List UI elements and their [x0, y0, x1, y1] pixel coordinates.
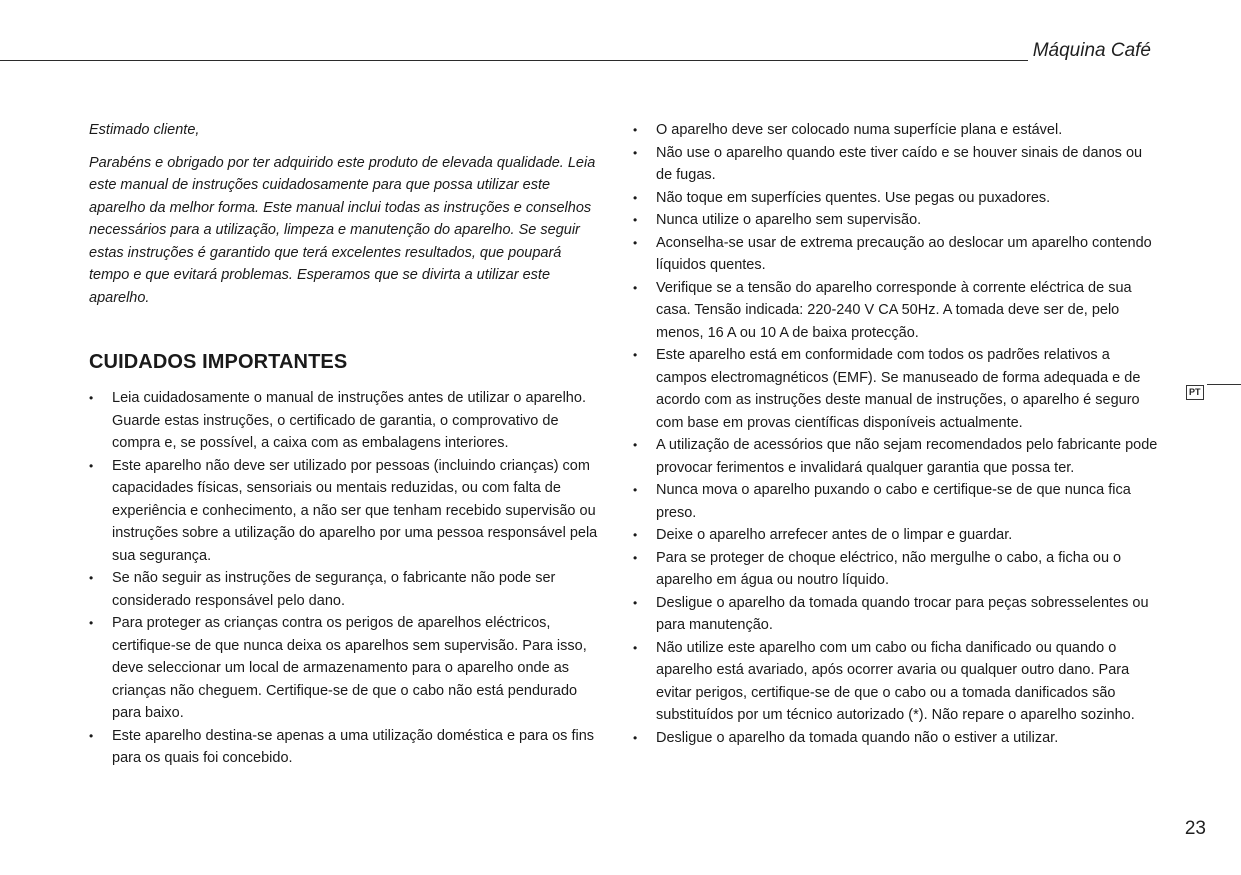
list-item: • A utilização de acessórios que não sejam recomendados pelo fabricante pode provocar ferimentos e invalidará qualquer garantia que possa ter. [633, 434, 1158, 479]
list-item: • O aparelho deve ser colocado numa superfície plana e estável. [633, 119, 1158, 142]
list-item: • Nunca utilize o aparelho sem supervisão. [633, 209, 1158, 232]
section-title: CUIDADOS IMPORTANTES [89, 351, 348, 373]
list-item: • Não toque em superfícies quentes. Use pegas ou puxadores. [633, 187, 1158, 210]
salutation: Estimado cliente, [89, 122, 200, 138]
right-column [633, 119, 1158, 749]
left-column [89, 119, 604, 770]
intro-paragraph: Parabéns e obrigado por ter adquirido este produto de elevada qualidade. Leia este manual de instruções cuidadosamente para que possa utilizar este aparelho da melhor forma. Este manual inclui todas as instruções e conselhos necessários para a utilização, limpeza e manutenção do aparelho. Se seguir estas instruções é garantido que terá excelentes resultados, que poupará tempo e que evitará problemas. Esperamos que se divirta a utilizar este aparelho. [89, 154, 596, 306]
list-item: • Nunca mova o aparelho puxando o cabo e certifique-se de que nunca fica preso. [633, 479, 1158, 524]
list-item: • Não use o aparelho quando este tiver caído e se houver sinais de danos ou de fugas. [633, 142, 1158, 187]
header-rule [0, 60, 1028, 61]
list-item: • Desligue o aparelho da tomada quando trocar para peças sobresselentes ou para manutenção. [633, 592, 1158, 637]
list-item: • Este aparelho não deve ser utilizado por pessoas (incluindo crianças) com capacidades físicas, sensoriais ou mentais reduzidas, ou com falta de experiência e conhecimento, a não ser que tenham recebido supervisão ou instruções sobre a utilização do aparelho por uma pessoa responsável pela sua segurança. [89, 455, 604, 568]
safety-list-left [89, 387, 604, 770]
list-item: • Este aparelho destina-se apenas a uma utilização doméstica e para os fins para os quais foi concebido. [89, 725, 604, 770]
list-item: • Se não seguir as instruções de segurança, o fabricante não pode ser considerado responsável pelo dano. [89, 567, 604, 612]
list-item: • Leia cuidadosamente o manual de instruções antes de utilizar o aparelho. Guarde estas instruções, o certificado de garantia, o comprovativo de compra e, se possível, a caixa com as embalagens interiores. [89, 387, 604, 455]
language-tab-rule [1207, 384, 1241, 385]
list-item: • Não utilize este aparelho com um cabo ou ficha danificado ou quando o aparelho está avariado, após ocorrer avaria ou qualquer outro dano. Para evitar perigos, certifique-se de que o cabo ou a tomada danificados são substituídos por um técnico autorizado (*). Não repare o aparelho sozinho. [633, 637, 1158, 727]
list-item: • Desligue o aparelho da tomada quando não o estiver a utilizar. [633, 727, 1158, 750]
document-title: Máquina Café [1032, 40, 1151, 61]
safety-list-right [633, 119, 1158, 749]
list-item: • Este aparelho está em conformidade com todos os padrões relativos a campos electromagnéticos (EMF). Se manuseado de forma adequada e de acordo com as instruções deste manual de instruções, o aparelho é seguro com base em provas científicas disponíveis actualmente. [633, 344, 1158, 434]
list-item: • Verifique se a tensão do aparelho corresponde à corrente eléctrica de sua casa. Tensão indicada: 220-240 V CA 50Hz. A tomada deve ser de, pelo menos, 16 A ou 10 A de baixa protecção. [633, 277, 1158, 345]
page-number: 23 [1184, 818, 1206, 839]
list-item: • Para proteger as crianças contra os perigos de aparelhos eléctricos, certifique-se de que nunca deixa os aparelhos sem supervisão. Para isso, deve seleccionar um local de armazenamento para o aparelho onde as crianças não cheguem. Certifique-se de que o cabo não está pendurado para baixo. [89, 612, 604, 725]
language-tab: PT [1186, 385, 1204, 400]
list-item: • Aconselha-se usar de extrema precaução ao deslocar um aparelho contendo líquidos quentes. [633, 232, 1158, 277]
list-item: • Deixe o aparelho arrefecer antes de o limpar e guardar. [633, 524, 1158, 547]
list-item: • Para se proteger de choque eléctrico, não mergulhe o cabo, a ficha ou o aparelho em água ou noutro líquido. [633, 547, 1158, 592]
